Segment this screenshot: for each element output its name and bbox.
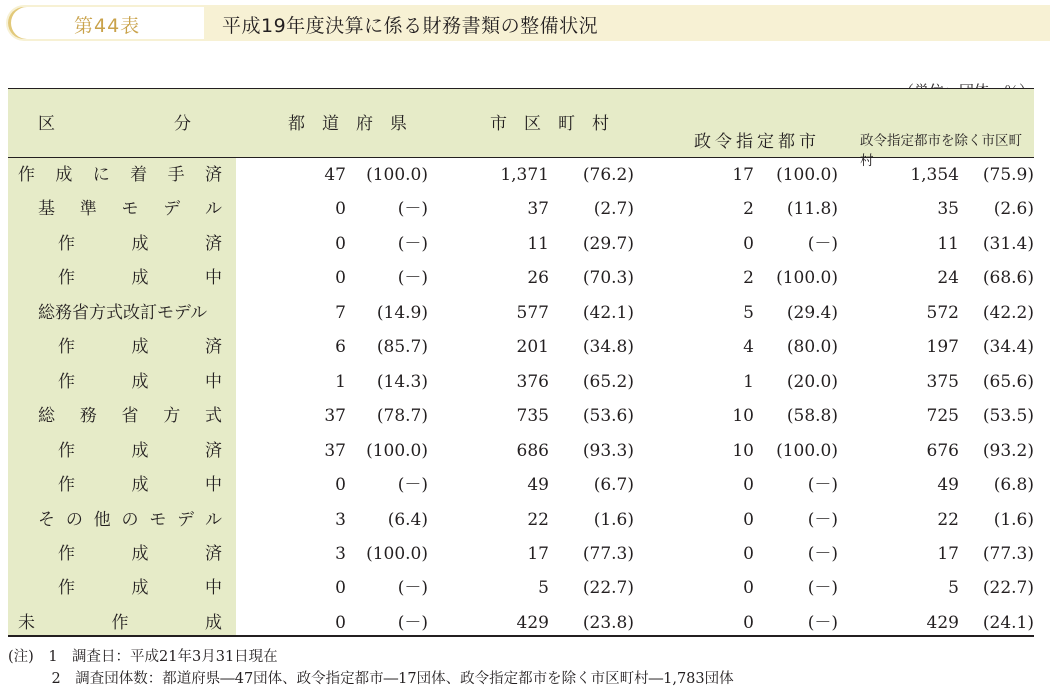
data-table [8,88,1034,636]
cell-des-n: 10 [732,440,754,461]
row-label: 基 準 モ デ ル [38,199,222,220]
cell-pref-n: 7 [335,302,346,323]
cell-muni-p: (1.6) [593,509,634,530]
table-row [8,503,1034,537]
cell-oth-n: 676 [926,440,959,461]
cell-muni-n: 17 [527,543,549,564]
cell-oth-p: (24.1) [982,612,1034,633]
cell-muni-n: 1,371 [500,165,549,185]
header-other-municipality: 政令指定都市を除く市区町村 [860,133,1022,169]
cell-pref-n: 3 [335,509,346,530]
cell-des-p: (80.0) [786,337,838,358]
cell-muni-n: 577 [516,302,549,323]
cell-oth-n: 572 [926,302,959,323]
cell-pref-n: 6 [335,337,346,358]
cell-oth-p: (22.7) [982,578,1034,599]
table-row [8,365,1034,399]
cell-des-n: 1 [743,371,754,392]
header-category: 区 分 [38,114,191,134]
cell-oth-p: (1.6) [993,509,1034,530]
cell-des-p: (20.0) [786,371,838,392]
note-1: (注) 1 調査日：平成21年3月31日現在 [8,649,278,665]
cell-muni-p: (23.8) [582,612,634,633]
cell-pref-n: 0 [335,578,346,599]
cell-oth-p: (93.2) [982,440,1034,461]
cell-muni-p: (65.2) [582,371,634,392]
cell-des-p: (11.8) [786,199,838,220]
table-header [8,88,1034,169]
cell-pref-n: 0 [335,268,346,289]
cell-des-n: 0 [743,475,754,496]
cell-des-n: 2 [743,268,754,289]
cell-oth-n: 24 [937,268,959,289]
cell-pref-p: (6.4) [387,509,428,530]
cell-muni-n: 5 [538,578,549,599]
cell-muni-p: (2.7) [593,199,634,220]
cell-muni-n: 49 [527,475,549,496]
cell-pref-p: (100.0) [366,543,428,564]
cell-des-p: (－) [807,612,838,633]
cell-des-p: (－) [807,578,838,599]
cell-des-p: (－) [807,475,838,496]
cell-oth-n: 49 [937,475,959,496]
cell-pref-p: (85.7) [376,337,428,358]
cell-oth-n: 429 [926,612,959,633]
cell-oth-n: 1,354 [910,165,959,185]
cell-muni-n: 376 [516,371,549,392]
cell-oth-p: (2.6) [993,199,1034,220]
table-row [8,192,1034,226]
cell-des-n: 0 [743,233,754,254]
note-2: 2 調査団体数：都道府県―47団体、政令指定都市―17団体、政令指定都市を除く市区町村―1,783団体 [8,671,734,687]
row-label: 作 成 済 [58,233,222,254]
table-bottom-rule [8,635,1034,637]
cell-oth-n: 197 [926,337,959,358]
table-row [8,571,1034,605]
cell-oth-p: (6.8) [993,475,1034,496]
cell-oth-n: 725 [926,406,959,427]
cell-muni-p: (22.7) [582,578,634,599]
cell-oth-n: 22 [937,509,959,530]
cell-muni-n: 686 [516,440,549,461]
cell-des-p: (－) [807,543,838,564]
table-row [8,227,1034,261]
cell-oth-p: (42.2) [982,302,1034,323]
cell-oth-p: (65.6) [982,371,1034,392]
cell-muni-p: (34.8) [582,337,634,358]
cell-des-n: 4 [743,337,754,358]
cell-muni-n: 37 [527,199,549,220]
cell-muni-n: 11 [527,233,549,254]
cell-pref-p: (－) [397,233,428,254]
cell-des-n: 0 [743,612,754,633]
cell-pref-p: (－) [397,578,428,599]
row-label: 作 成 済 [58,543,222,564]
row-label: 未 作 成 [18,612,222,633]
row-label: そ の 他 の モ デ ル [38,509,222,530]
table-row [8,399,1034,433]
cell-pref-p: (100.0) [366,440,428,461]
cell-muni-p: (42.1) [582,302,634,323]
cell-des-p: (－) [807,509,838,530]
cell-pref-n: 37 [324,406,346,427]
cell-muni-n: 735 [516,406,549,427]
table-row [8,330,1034,364]
table-row [8,296,1034,330]
cell-oth-n: 11 [937,233,959,254]
cell-oth-p: (53.5) [982,406,1034,427]
cell-pref-p: (14.3) [376,371,428,392]
cell-pref-p: (14.9) [376,302,428,323]
cell-pref-n: 0 [335,612,346,633]
cell-des-n: 0 [743,578,754,599]
cell-pref-p: (100.0) [366,165,428,185]
cell-oth-p: (31.4) [982,233,1034,254]
row-label: 作 成 中 [58,268,222,289]
table-number-badge [8,7,204,39]
table-row [8,468,1034,502]
cell-oth-n: 17 [937,543,959,564]
cell-muni-p: (76.2) [582,165,634,185]
notes [8,646,734,690]
cell-pref-p: (78.7) [376,406,428,427]
cell-des-n: 10 [732,406,754,427]
row-label: 作 成 中 [58,475,222,496]
row-label: 作 成 中 [58,371,222,392]
cell-des-p: (100.0) [776,440,838,461]
cell-muni-p: (93.3) [582,440,634,461]
cell-oth-n: 35 [937,199,959,220]
cell-des-p: (100.0) [776,268,838,289]
cell-des-p: (100.0) [776,165,838,185]
cell-des-p: (58.8) [786,406,838,427]
cell-des-n: 2 [743,199,754,220]
cell-muni-p: (53.6) [582,406,634,427]
table-row [8,158,1034,192]
cell-muni-n: 22 [527,509,549,530]
cell-pref-p: (－) [397,612,428,633]
cell-muni-n: 429 [516,612,549,633]
cell-muni-p: (6.7) [593,475,634,496]
table-row [8,261,1034,295]
cell-pref-n: 0 [335,475,346,496]
cell-des-n: 0 [743,509,754,530]
cell-muni-n: 26 [527,268,549,289]
table-row [8,537,1034,571]
cell-oth-p: (34.4) [982,337,1034,358]
row-label: 作 成 中 [58,578,222,599]
table-row [8,434,1034,468]
cell-pref-n: 47 [324,165,346,185]
cell-pref-p: (－) [397,199,428,220]
cell-muni-p: (70.3) [582,268,634,289]
row-label: 総務省方式改訂モデル [38,302,208,323]
cell-pref-n: 1 [335,371,346,392]
header-designated-city: 政令指定都市 [694,132,820,152]
table-title: 平成19年度決算に係る財務書類の整備状況 [222,15,599,37]
cell-des-n: 5 [743,302,754,323]
row-label: 作 成 済 [58,440,222,461]
cell-pref-n: 0 [335,199,346,220]
header-prefecture: 都 道 府 県 [288,114,407,134]
row-label: 作 成 に 着 手 済 [18,165,222,185]
cell-oth-p: (75.9) [982,165,1034,185]
row-label: 総 務 省 方 式 [38,406,222,427]
row-label: 作 成 済 [58,337,222,358]
cell-oth-n: 5 [948,578,959,599]
cell-muni-p: (29.7) [582,233,634,254]
cell-des-p: (29.4) [786,302,838,323]
cell-pref-p: (－) [397,475,428,496]
cell-oth-n: 375 [926,371,959,392]
cell-muni-n: 201 [516,337,549,358]
cell-des-p: (－) [807,233,838,254]
cell-pref-p: (－) [397,268,428,289]
cell-pref-n: 0 [335,233,346,254]
cell-muni-p: (77.3) [582,543,634,564]
cell-pref-n: 3 [335,543,346,564]
table-number: 第44表 [74,15,141,37]
cell-pref-n: 37 [324,440,346,461]
cell-oth-p: (68.6) [982,268,1034,289]
cell-oth-p: (77.3) [982,543,1034,564]
cell-des-n: 17 [732,165,754,185]
cell-des-n: 0 [743,543,754,564]
header-municipality: 市 区 町 村 [490,114,609,134]
